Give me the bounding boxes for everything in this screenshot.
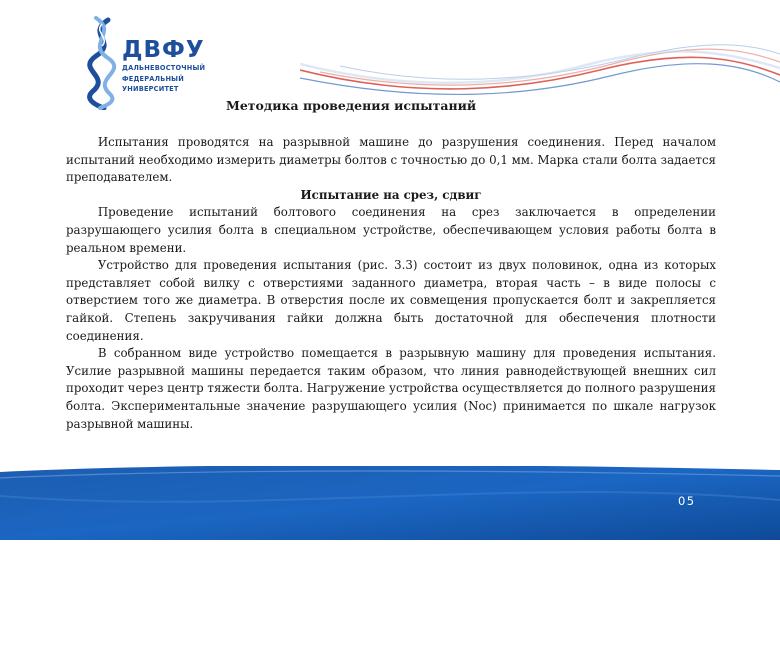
decorative-waves <box>300 0 780 110</box>
logo-subtitle-line-3: УНИВЕРСИТЕТ <box>122 85 179 94</box>
university-logo <box>78 14 218 110</box>
logo-name: ДВФУ <box>122 37 205 63</box>
footer-title-line-2: УНИВЕРСИТЕТА <box>124 604 233 618</box>
paragraph-testing-procedure: Испытания проводятся на разрывной машине до разрушения соединения. Перед началом испытаний необходимо измерить диаметры болтов с точностью до 0,1 мм. Марка стали болта задается преподавателем. <box>66 135 716 185</box>
paragraph-assembly: В собранном виде устройство помещается в разрывную машину для проведения испытания. Усилие разрывной машины передается таким образом, что линия равнодействующей внешних сил проходит через центр тяжести болта. Нагружение устройства осуществляется до полного разрушения болта. Экспериментальные значение разрушающего усилия (Nос) принимается по шкале нагрузок разрывной машины. <box>66 346 716 431</box>
slide-title: Методика проведения испытаний <box>226 98 477 113</box>
logo-subtitle-line-1: ДАЛЬНЕВОСТОЧНЫЙ <box>122 64 206 72</box>
footer-title-line-1: ЭЛЕКТРОННАЯ ПРЕЗЕНТАЦИЯ <box>124 538 335 552</box>
footer-band <box>0 466 780 618</box>
slide-body <box>66 134 716 433</box>
logo-subtitle-line-2: ФЕДЕРАЛЬНЫЙ <box>122 74 184 83</box>
section-subheading: Испытание на срез, сдвиг <box>300 187 482 202</box>
footer-year-line-1: 201 <box>458 538 485 552</box>
paragraph-device-description: Устройство для проведения испытания (рис. 3.3) состоит из двух половинок, одна из которых представляет собой вилку с отверстиями заданного диаметра, вторая часть – в виде полосы с отверстием того же диаметра. В отверстия после их совмещения пропускается болт и закрепляется гайкой. Степень закручивания гайки должна быть достаточной для обеспечения плотности соединения. <box>66 258 716 343</box>
helix-emblem-icon <box>78 14 128 110</box>
paragraph-shear-test: Проведение испытаний болтового соединения на срез заключается в определении разрушающего усилия болта в специальном устройстве, обеспечивающем условия работы болта в реальном времени. <box>66 205 716 255</box>
footer-wave-background <box>0 466 780 540</box>
footer-year-line-2: 3 <box>458 604 467 618</box>
footer-page-number: 05 <box>678 494 696 508</box>
